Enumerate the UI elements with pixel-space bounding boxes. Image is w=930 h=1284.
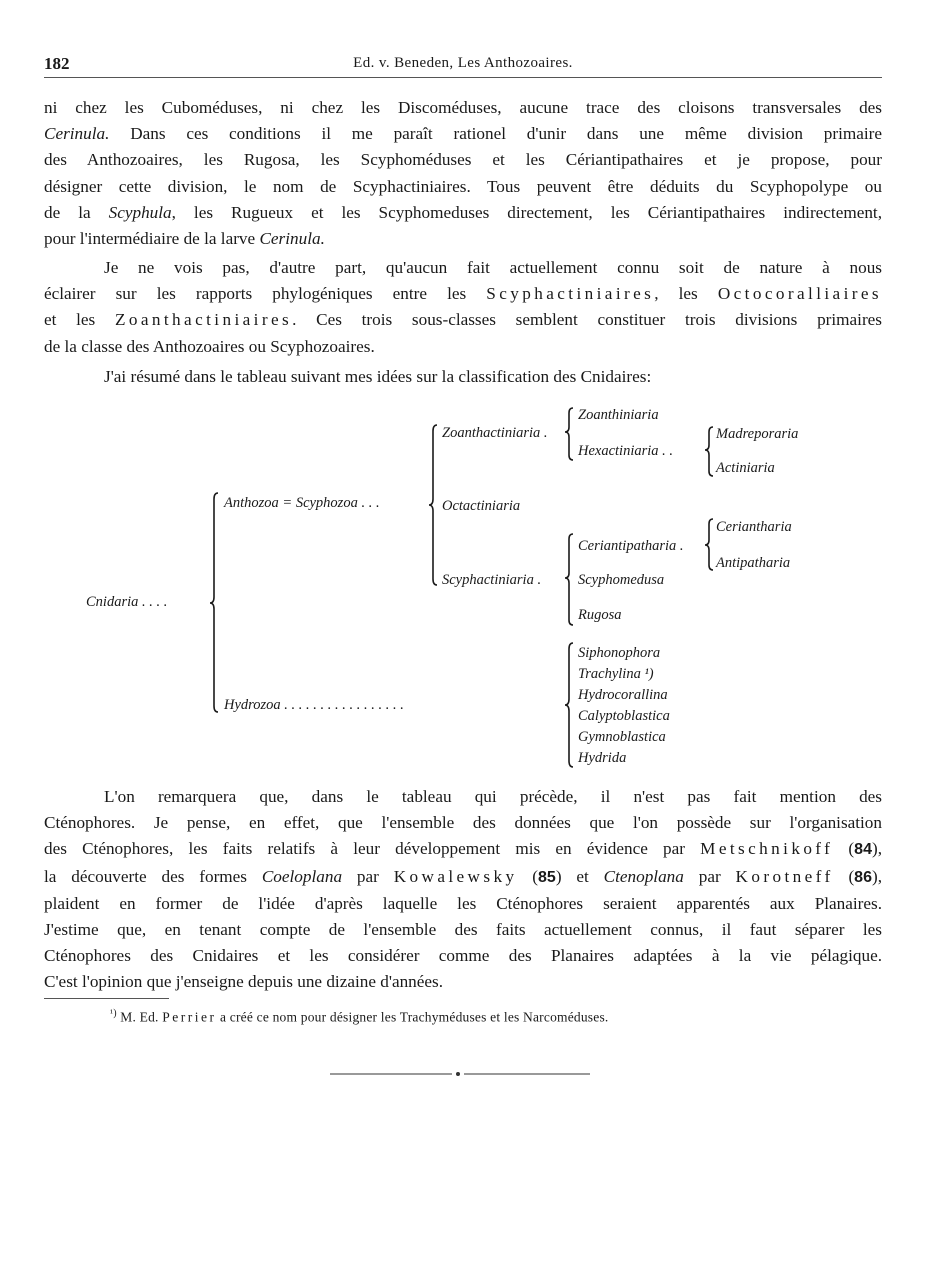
italic-term: Cerinula.: [44, 124, 110, 144]
spaced-name: Kowalewsky: [393, 866, 518, 886]
text-segment: C'est l'opinion que j'enseigne depuis une dizaine d'années.: [44, 972, 444, 992]
text-segment: , les Rugueux et les Scyphomeduses directement, les Cériantipathaires indirectement,: [171, 202, 882, 222]
node-anthozoa: Anthozoa = Scyphozoa . . .: [224, 495, 380, 511]
node-hexactiniaria: Hexactiniaria . .: [578, 443, 674, 459]
text-segment: . Ces trois sous-classes semblent constituer trois divisions primaires: [292, 310, 882, 330]
end-ornament: [330, 1071, 590, 1077]
reference-number: 84: [854, 841, 872, 859]
reference-number: 86: [854, 868, 872, 886]
spaced-name: Korotneff: [735, 866, 834, 886]
footnote-text: a créé ce nom pour désigner les Trachyméduses et les Narcoméduses.: [216, 1009, 609, 1025]
node-hydrozoa-order: Calyptoblastica: [578, 708, 670, 724]
text-line: [44, 891, 882, 917]
footnote-author: Perrier: [162, 1009, 217, 1025]
text-segment: (: [833, 866, 855, 886]
text-segment: Cténophores des Cnidaires et les considérer comme des Planaires adaptées à la vie pélagique.: [44, 946, 882, 966]
text-line: [44, 836, 882, 863]
text-segment: (: [517, 866, 539, 886]
node-actiniaria: Actiniaria: [716, 460, 775, 476]
text-segment: désigner cette division, le nom de Scyphactiniaires. Tous peuvent être déduits du Scyphopolype ou: [44, 176, 882, 196]
spaced-name: Zoanthactiniaires: [114, 310, 293, 330]
text-line: [44, 917, 882, 943]
node-zoanthactiniaria: Zoanthactiniaria .: [442, 425, 548, 441]
page-number: 182: [44, 54, 70, 73]
running-head: Ed. v. Beneden, Les Anthozoaires.: [353, 55, 573, 71]
node-hydrozoa: Hydrozoa . . . . . . . . . . . . . . . . .: [224, 697, 404, 713]
text-line: [44, 864, 882, 891]
node-scyphomedusa: Scyphomedusa: [578, 572, 665, 588]
text-segment: de la classe des Anthozoaires ou Scyphozoaires.: [44, 336, 375, 356]
node-hydrozoa-order: Trachylina ¹): [578, 666, 654, 682]
text-segment: plaident en former de l'idée d'après laquelle les Cténophores seraient apparentés aux Planaires.: [44, 893, 882, 913]
text-line: [44, 969, 882, 995]
text-segment: ),: [871, 839, 882, 859]
node-hydrozoa-order: Gymnoblastica: [578, 729, 666, 745]
italic-term: Cerinula.: [259, 229, 325, 249]
node-hydrozoa-order: Siphonophora: [578, 645, 661, 661]
node-rugosa: Rugosa: [578, 607, 622, 623]
text-segment: J'estime que, en tenant compte de l'ensemble des faits actuellement connus, il faut séparer les: [44, 920, 882, 940]
text-segment: par: [342, 866, 394, 886]
text-segment: éclairer sur les rapports phylogéniques entre les: [44, 284, 487, 304]
text-segment: pour l'intermédiaire de la larve: [44, 229, 260, 249]
node-scyphactiniaria: Scyphactiniaria .: [442, 572, 542, 588]
text-line: [44, 810, 882, 836]
italic-term: Scyphula: [108, 202, 172, 222]
text-segment: et les: [44, 310, 115, 330]
spaced-name: Metschnikoff: [700, 839, 834, 859]
italic-term: Ctenoplana: [603, 866, 684, 886]
node-antipatharia: Antipatharia: [716, 555, 791, 571]
text-segment: ) et: [555, 866, 604, 886]
text-segment: ni chez les Cuboméduses, ni chez les Discoméduses, aucune trace des cloisons transversales des: [44, 98, 882, 117]
node-ceriantharia: Ceriantharia: [716, 519, 792, 535]
node-octactiniaria: Octactiniaria: [442, 498, 521, 514]
paragraph-4: [44, 784, 882, 996]
text-segment: , les: [654, 284, 718, 304]
text-segment: ),: [871, 866, 882, 886]
text-line: [44, 943, 882, 969]
text-segment: Je ne vois pas, d'autre part, qu'aucun fait actuellement connu soit de nature à nous: [104, 258, 882, 277]
node-hydrozoa-order: Hydrocorallina: [578, 687, 668, 703]
text-segment: (: [833, 839, 855, 859]
text-segment: Cténophores. Je pense, en effet, que l'ensemble des données que l'on possède sur l'organisation: [44, 813, 882, 833]
italic-term: Coeloplana: [261, 866, 343, 886]
text-segment: des Cténophores, les faits relatifs à leur développement mis en évidence par: [44, 839, 701, 859]
node-cnidaria: Cnidaria . . . .: [86, 594, 168, 610]
text-segment: Dans ces conditions il me paraît rationel d'unir dans une même division primaire: [109, 124, 882, 144]
text-segment: par: [683, 866, 736, 886]
text-segment: la découverte des formes: [44, 866, 262, 886]
text-segment: de la: [44, 202, 109, 222]
footnote-rule: [44, 998, 169, 999]
footnote-marker: ¹): [110, 1008, 117, 1019]
spaced-name: Scyphactiniaires: [486, 284, 655, 304]
node-madreporaria: Madreporaria: [716, 426, 799, 442]
node-hydrozoa-order: Hydrida: [578, 750, 627, 766]
text-segment: des Anthozoaires, les Rugosa, les Scyphoméduses et les Cériantipathaires et je propose, pour: [44, 150, 882, 170]
footnote-text: M. Ed.: [116, 1009, 163, 1025]
node-zoanthiniaria: Zoanthiniaria: [578, 407, 659, 423]
footnote: [110, 1008, 609, 1026]
node-ceriantipatharia: Ceriantipatharia .: [578, 538, 684, 554]
spaced-name: Octocoralliaires: [717, 284, 882, 304]
brace-hydrozoa: [565, 643, 573, 767]
reference-number: 85: [538, 868, 556, 886]
text-segment: J'ai résumé dans le tableau suivant mes idées sur la classification des Cnidaires:: [104, 367, 652, 386]
text-segment: L'on remarquera que, dans le tableau qui précède, il n'est pas fait mention des: [104, 787, 882, 806]
